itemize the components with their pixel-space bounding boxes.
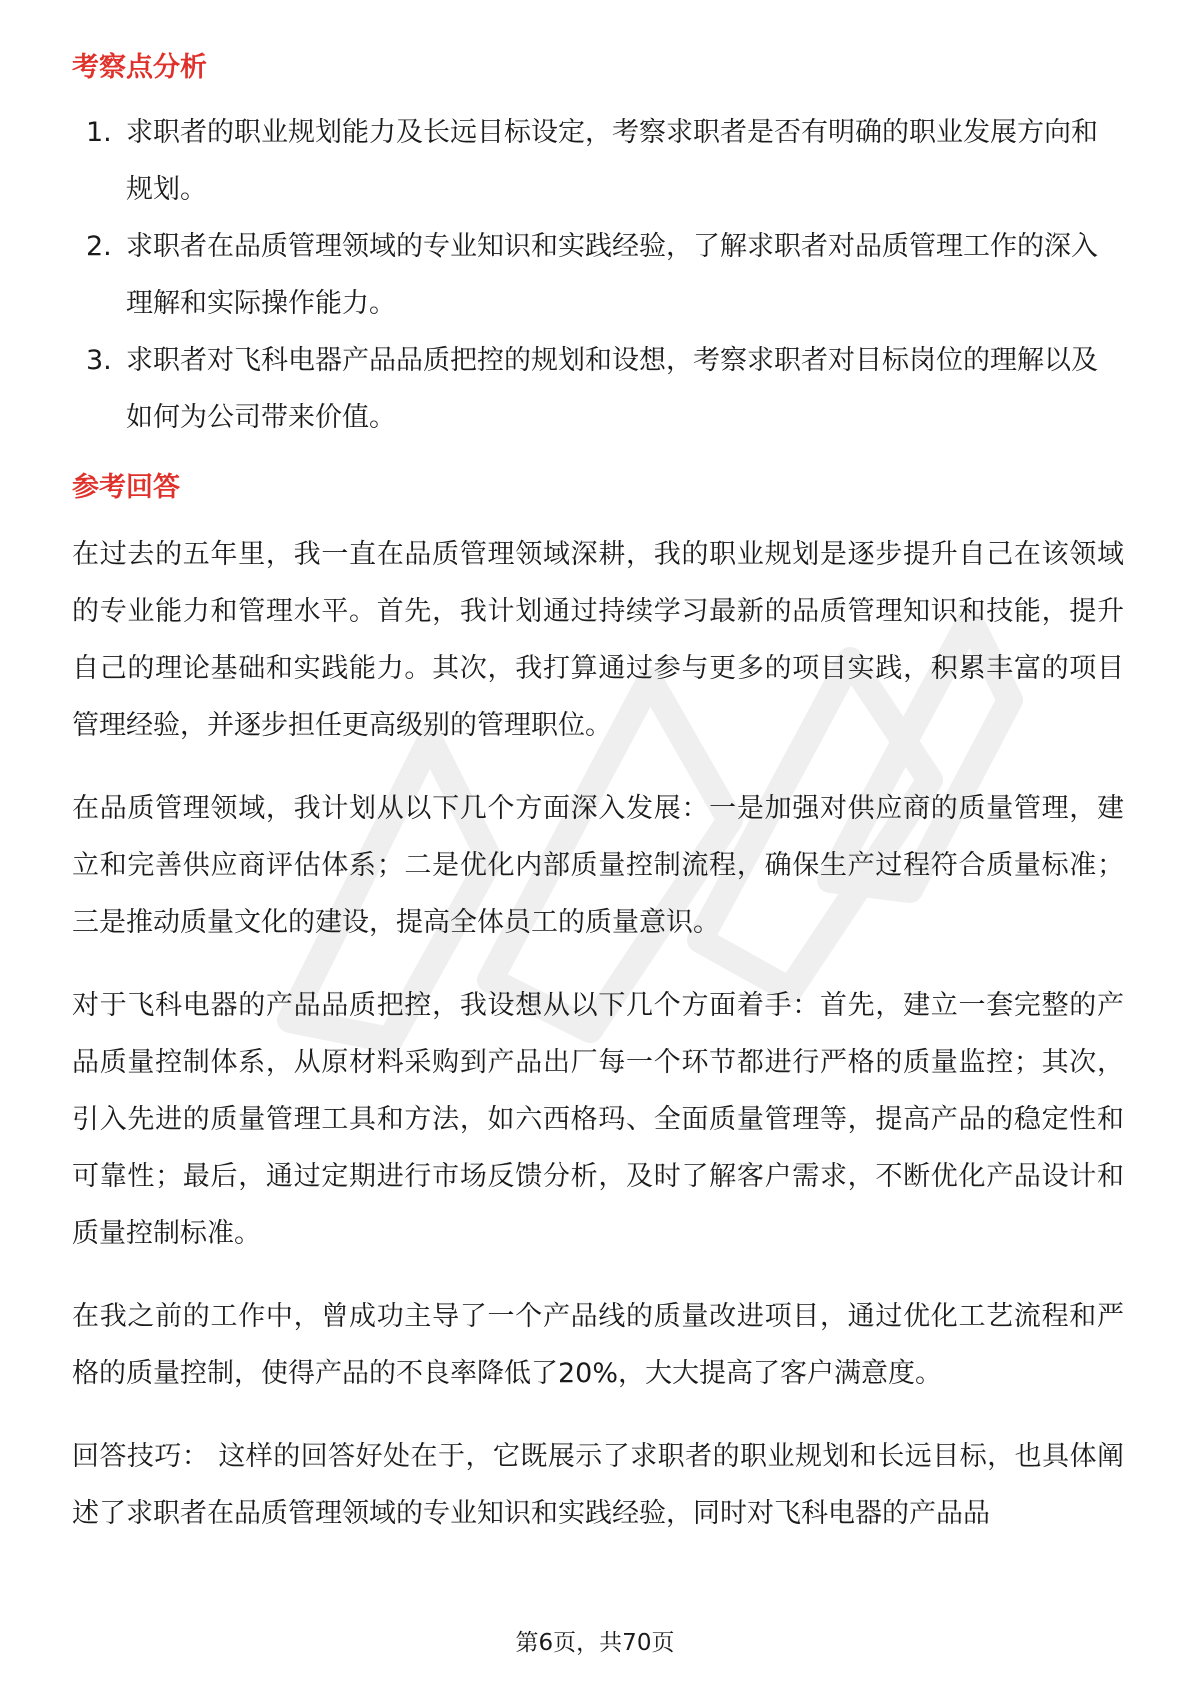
section-title-answer: 参考回答 — [72, 472, 180, 503]
answer-tips-paragraph: 回答技巧： 这样的回答好处在于，它既展示了求职者的职业规划和长远目标，也具体阐述了求职者在品质管理领域的专业知识和实践经验，同时对飞科电器的产品品 — [72, 1441, 1124, 1529]
answer-paragraph: 在过去的五年里，我一直在品质管理领域深耕，我的职业规划是逐步提升自己在该领域的专业能力和管理水平。首先，我计划通过持续学习最新的品质管理知识和技能，提升自己的理论基础和实践能力。其次，我打算通过参与更多的项目实践，积累丰富的项目管理经验，并逐步担任更高级别的管理职位。 — [72, 539, 1124, 741]
list-item — [72, 332, 1124, 446]
document-content — [72, 48, 1124, 1542]
list-item-number: 1. — [86, 117, 112, 148]
section-title-analysis: 考察点分析 — [72, 52, 207, 83]
answer-paragraph: 在品质管理领域，我计划从以下几个方面深入发展：一是加强对供应商的质量管理，建立和完善供应商评估体系；二是优化内部质量控制流程，确保生产过程符合质量标准；三是推动质量文化的建设，提高全体员工的质量意识。 — [72, 793, 1124, 938]
list-item-number: 2. — [86, 231, 112, 262]
analysis-list — [72, 104, 1124, 446]
answer-paragraph: 在我之前的工作中，曾成功主导了一个产品线的质量改进项目，通过优化工艺流程和严格的质量控制，使得产品的不良率降低了20%，大大提高了客户满意度。 — [72, 1301, 1124, 1389]
list-item — [72, 218, 1124, 332]
list-item-number: 3. — [86, 345, 112, 376]
list-item-text: 求职者的职业规划能力及长远目标设定，考察求职者是否有明确的职业发展方向和规划。 — [126, 117, 1098, 205]
page-number: 第6页，共70页 — [515, 1630, 675, 1656]
list-item-text: 求职者对飞科电器产品品质把控的规划和设想，考察求职者对目标岗位的理解以及如何为公司带来价值。 — [126, 345, 1098, 433]
list-item — [72, 104, 1124, 218]
answer-paragraph: 对于飞科电器的产品品质把控，我设想从以下几个方面着手：首先，建立一套完整的产品质量控制体系，从原材料采购到产品出厂每一个环节都进行严格的质量监控；其次，引入先进的质量管理工具和方法，如六西格玛、全面质量管理等，提高产品的稳定性和可靠性；最后，通过定期进行市场反馈分析，及时了解客户需求，不断优化产品设计和质量控制标准。 — [72, 990, 1124, 1249]
list-item-text: 求职者在品质管理领域的专业知识和实践经验，了解求职者对品质管理工作的深入理解和实际操作能力。 — [126, 231, 1098, 319]
